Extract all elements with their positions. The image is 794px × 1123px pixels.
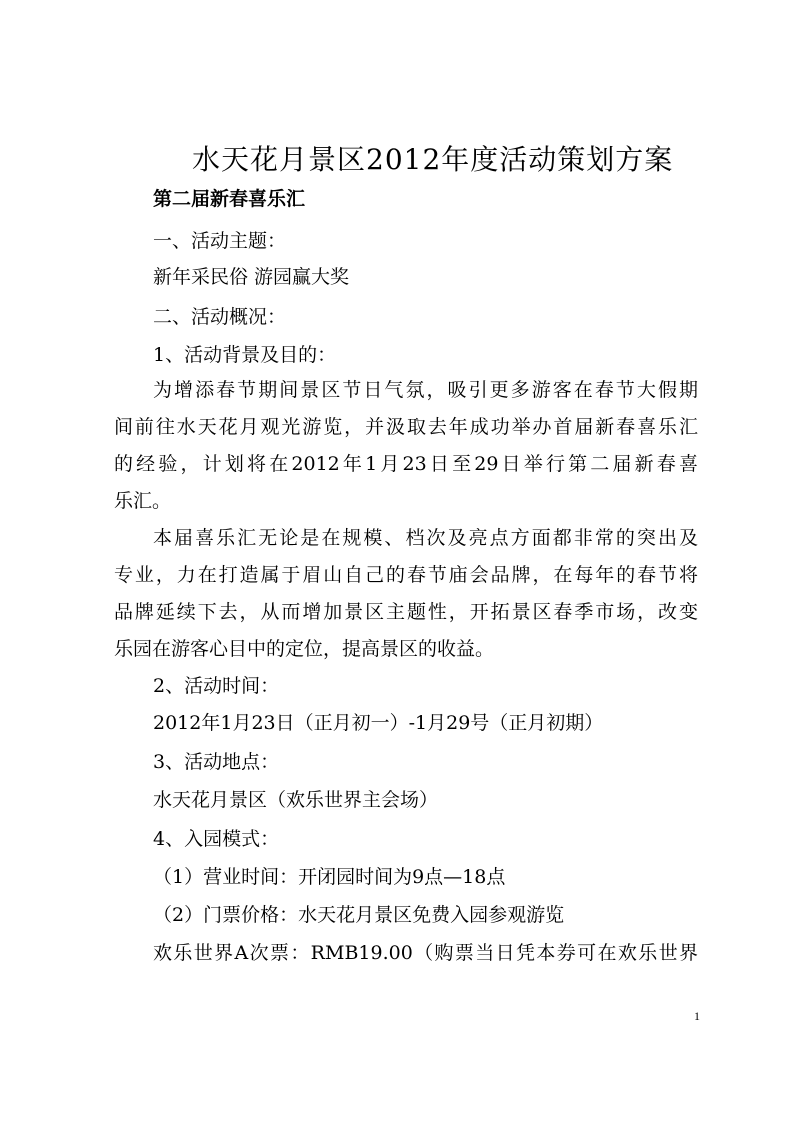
paragraph-line: 本届喜乐汇无论是在规模、档次及亮点方面都非常的突出及: [153, 527, 698, 549]
document-subtitle: 第二届新春喜乐汇: [153, 188, 306, 210]
paragraph-line: 乐园在游客心目中的定位，提高景区的收益。: [114, 638, 495, 660]
body-line: 欢乐世界A次票：RMB19.00（购票当日凭本券可在欢乐世界: [153, 942, 698, 964]
paragraph-line: 乐汇。: [114, 490, 172, 512]
section-heading: 一、活动主题：: [153, 230, 287, 252]
paragraph-line: 为增添春节期间景区节日气氛，吸引更多游客在春节大假期: [153, 379, 698, 401]
paragraph-line: 专业，力在打造属于眉山自己的春节庙会品牌，在每年的春节将: [114, 564, 698, 586]
body-line: 2012年1月23日（正月初一）-1月29号（正月初期）: [153, 712, 604, 734]
section-heading: 二、活动概况：: [153, 306, 287, 328]
body-line: 新年采民俗 游园赢大奖: [153, 266, 350, 288]
section-heading: 1、活动背景及目的：: [153, 344, 337, 366]
body-line: 水天花月景区（欢乐世界主会场）: [153, 789, 439, 811]
body-line: （1）营业时间：开闭园时间为9点—18点: [153, 866, 506, 888]
section-heading: 4、入园模式：: [153, 828, 280, 850]
body-line: （2）门票价格：水天花月景区免费入园参观游览: [153, 904, 565, 926]
document-title: 水天花月景区2012年度活动策划方案: [192, 143, 674, 176]
page-number: 1: [694, 1009, 700, 1023]
paragraph-line: 品牌延续下去，从而增加景区主题性，开拓景区春季市场，改变: [114, 601, 698, 623]
paragraph-line: 间前往水天花月观光游览，并汲取去年成功举办首届新春喜乐汇: [114, 416, 698, 438]
section-heading: 3、活动地点：: [153, 751, 280, 773]
section-heading: 2、活动时间：: [153, 675, 280, 697]
paragraph-line: 的经验，计划将在2012年1月23日至29日举行第二届新春喜: [114, 453, 698, 475]
